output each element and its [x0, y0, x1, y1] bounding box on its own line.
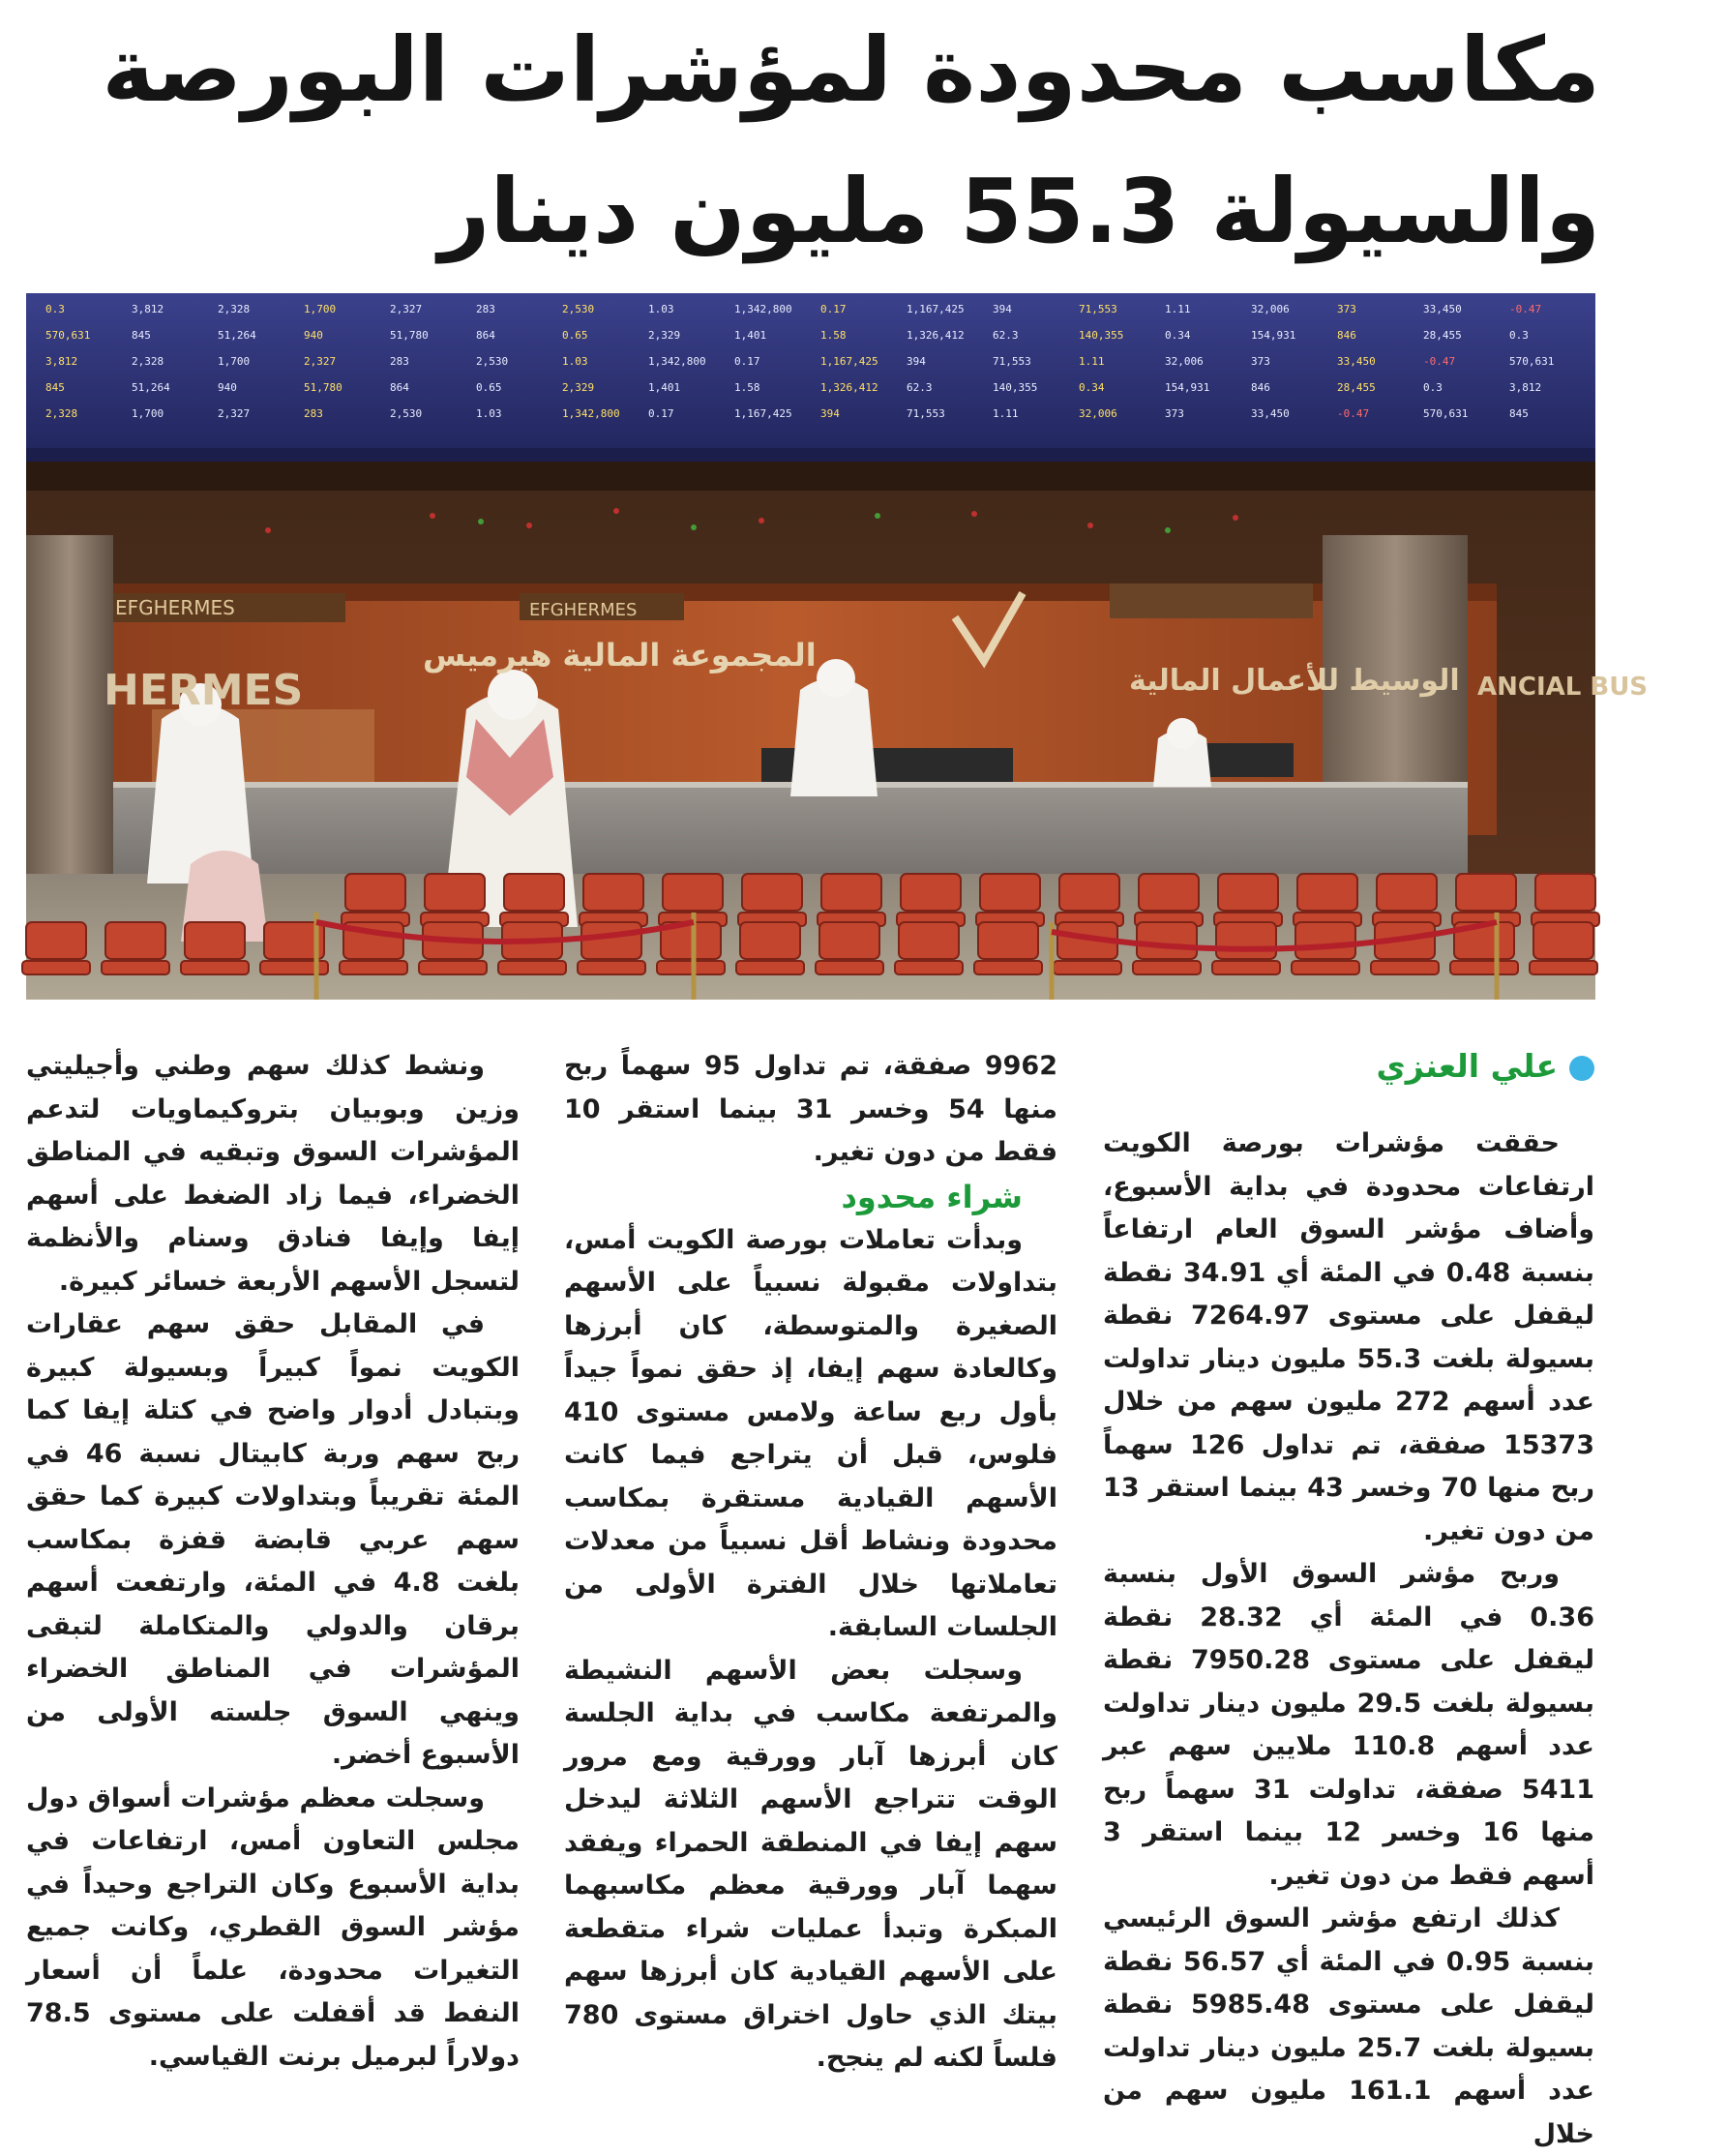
ticker-cell: 570,631	[1423, 407, 1469, 420]
ticker-cell: 0.65	[476, 381, 502, 394]
seat-base	[816, 961, 883, 974]
ticker-cell: 62.3	[907, 381, 933, 394]
ticker-cell: 2,327	[390, 303, 423, 315]
ticker-cell: 3,812	[45, 355, 78, 368]
ticker-cell: 2,530	[476, 355, 509, 368]
headline-line-2: والسيولة 55.3 مليون دينار	[438, 160, 1600, 263]
ticker-cell: 373	[1165, 407, 1184, 420]
ticker-cell: 940	[304, 329, 323, 342]
seat-base	[974, 961, 1042, 974]
ticker-cell: 846	[1337, 329, 1356, 342]
seat	[581, 922, 641, 959]
headline	[102, 0, 1600, 283]
seat-base	[1133, 961, 1201, 974]
ticker-cell: 2,327	[304, 355, 337, 368]
headline-line-1: مكاسب محدودة لمؤشرات البورصة	[102, 18, 1600, 122]
ticker-cell: 33,450	[1423, 303, 1462, 315]
seat-base	[22, 961, 90, 974]
ticker-cell: 394	[907, 355, 926, 368]
ticker-cell: 2,329	[648, 329, 681, 342]
seat-base	[1212, 961, 1280, 974]
byline-dot-icon	[1569, 1056, 1594, 1081]
article-column-middle	[564, 1045, 1057, 2081]
ticker-cell: 864	[390, 381, 409, 394]
ticker-cell: 0.3	[1509, 329, 1529, 342]
ticker-cell: 62.3	[993, 329, 1019, 342]
ticker-cell: 0.34	[1165, 329, 1191, 342]
seat	[821, 874, 881, 911]
seat	[740, 922, 800, 959]
ticker-cell: 1,167,425	[907, 303, 965, 315]
seat	[1456, 874, 1516, 911]
ticker-board	[26, 293, 1595, 448]
seat	[901, 874, 961, 911]
ticker-cell: 2,328	[132, 355, 164, 368]
seat	[1216, 922, 1276, 959]
seat-base	[736, 961, 804, 974]
ticker-cell: 1.58	[734, 381, 760, 394]
ticker-cell: 845	[132, 329, 151, 342]
ticker-cell: 0.17	[734, 355, 760, 368]
seat	[1535, 874, 1595, 911]
paragraph: وبدأت تعاملات بورصة الكويت أمس، بتداولات مقبولة نسبياً على الأسهم الصغيرة والمتوسطة، كان أبرزها وكالعادة سهم إيفا، إذ حقق نمواً جيداً بأول ربع ساعة ولامس مستوى 410 فلوس، قبل أن يتراجع فيما كانت الأسهم القيادية مستقرة بمكاسب محدودة ونشاط أقل نسبياً من معدلات تعاملاتها خلال الفترة الأولى من الجلسات السابقة.	[564, 1224, 1057, 1642]
ticker-cell: 1,167,425	[734, 407, 792, 420]
hermes-arabic-sign: المجموعة المالية هيرميس	[423, 637, 817, 674]
ticker-cell: 1.58	[820, 329, 847, 342]
byline-author: علي العنزي	[1376, 1047, 1558, 1085]
ticker-cell: 0.3	[45, 303, 65, 315]
seat-base	[102, 961, 169, 974]
efg-sign-1: EFGHERMES	[115, 596, 235, 619]
ticker-cell: 71,553	[1079, 303, 1117, 315]
ticker-cell: 51,264	[218, 329, 256, 342]
seat	[1377, 874, 1437, 911]
paragraph: 9962 صفقة، تم تداول 95 سهماً ربح منها 54 وخسر 31 بينما استقر 10 فقط من دون تغير.	[564, 1051, 1057, 1167]
ticker-cell: 71,553	[907, 407, 945, 420]
ticker-cell: 940	[218, 381, 237, 394]
ticker-cell: 0.65	[562, 329, 588, 342]
byline	[1103, 1045, 1594, 1088]
ticker-cell: 1,700	[132, 407, 164, 420]
ticker-cell: 51,780	[390, 329, 429, 342]
ticker-cell: 845	[1509, 407, 1529, 420]
efg-sign-2: EFGHERMES	[529, 600, 638, 620]
seat	[345, 874, 405, 911]
ticker-cell: 845	[45, 381, 65, 394]
ticker-cell: -0.47	[1423, 355, 1456, 368]
ticker-cell: 154,931	[1251, 329, 1296, 342]
ticker-cell: 846	[1251, 381, 1270, 394]
seat-base	[1054, 961, 1121, 974]
article-column-right	[1103, 1123, 1594, 2156]
seat-base	[181, 961, 249, 974]
ticker-cell: 1,700	[218, 355, 251, 368]
ticker-cell: 32,006	[1251, 303, 1290, 315]
seat-base	[895, 961, 963, 974]
ticker-cell: 1,342,800	[562, 407, 620, 420]
financial-sign: ANCIAL BUS	[1477, 673, 1649, 702]
ticker-cell: 570,631	[1509, 355, 1555, 368]
ticker-cell: 140,355	[1079, 329, 1124, 342]
ticker-cell: 1.03	[648, 303, 674, 315]
ticker-cell: 394	[993, 303, 1012, 315]
seat	[26, 922, 86, 959]
seat	[105, 922, 165, 959]
ticker-cell: 1,342,800	[734, 303, 792, 315]
ticker-cell: 1,326,412	[820, 381, 878, 394]
ticker-cell: 394	[820, 407, 840, 420]
seat	[1137, 922, 1197, 959]
ticker-cell: 1,401	[648, 381, 681, 394]
seat	[583, 874, 643, 911]
seat	[1297, 874, 1357, 911]
hermes-sign: HERMES	[104, 666, 304, 715]
paragraph: في المقابل حقق سهم عقارات الكويت نمواً كبيراً وبسيولة كبيرة وبتبادل أدوار واضح في كتلة إيفا كما ربح سهم وربة كابيتال نسبة 46 في المئة تقريباً وبتداولات كبيرة كما حقق سهم عربي قابضة قفزة بمكاسب بلغت 4.8 في المئة، وارتفعت أسهم برقان والدولي والمتكاملة لتبقى المؤشرات في المناطق الخضراء وينهي السوق جلسته الأولى من الأسبوع أخضر.	[26, 1309, 520, 1770]
ticker-cell: 140,355	[993, 381, 1038, 394]
seat	[1533, 922, 1593, 959]
seat-base	[1292, 961, 1359, 974]
ticker-cell: 33,450	[1251, 407, 1290, 420]
ticker-cell: 2,327	[218, 407, 251, 420]
seat	[425, 874, 485, 911]
seat	[978, 922, 1038, 959]
seat	[1218, 874, 1278, 911]
ticker-cell: 0.17	[820, 303, 847, 315]
ticker-cell: 0.3	[1423, 381, 1443, 394]
ticker-cell: 154,931	[1165, 381, 1210, 394]
ticker-cell: -0.47	[1337, 407, 1370, 420]
ticker-cell: 373	[1251, 355, 1270, 368]
seat	[1059, 874, 1119, 911]
ticker-cell: 1.03	[476, 407, 502, 420]
ticker-cell: 3,812	[132, 303, 164, 315]
ticker-cell: 1.11	[1079, 355, 1105, 368]
ticker-cell: 1,401	[734, 329, 767, 342]
ticker-cell: 51,780	[304, 381, 342, 394]
ticker-cell: 28,455	[1423, 329, 1462, 342]
paragraph: وربح مؤشر السوق الأول بنسبة 0.36 في المئة أي 28.32 نقطة ليقفل على مستوى 7950.28 نقطة بسيولة بلغت 29.5 مليون دينار تداولت عدد أسهم 110.8 ملايين سهم عبر 5411 صفقة، تداولت 31 سهماً ربح منها 16 وخسر 12 بينما استقر 3 أسهم فقط من دون تغير.	[1103, 1559, 1595, 1891]
seat	[504, 874, 564, 911]
seat	[980, 874, 1040, 911]
ticker-cell: 283	[476, 303, 495, 315]
paragraph: ونشط كذلك سهم وطني وأجيليتي وزين وبوبيان بتروكيماويات لتدعم المؤشرات السوق وتبقيه في المناطق الخضراء، فيما زاد الضغط على أسهم إيفا وإيفا فنادق وسنام والأنظمة لتسجل الأسهم الأربعة خسائر كبيرة.	[26, 1051, 520, 1297]
seat	[742, 874, 802, 911]
seat-base	[340, 961, 407, 974]
ticker-cell: 570,631	[45, 329, 91, 342]
paragraph: وسجلت بعض الأسهم النشيطة والمرتفعة مكاسب في بداية الجلسة كان أبرزها آبار وورقية ومع مرور الوقت تتراجع الأسهم الثلاثة ليدخل سهم إيفا في المنطقة الحمراء ويفقد سهما آبار وورقية معظم مكاسبهما المبكرة وتبدأ عمليات شراء متقطعة على الأسهم القيادية كان أبرزها سهم بيتك الذي حاول اختراق مستوى 780 فلساً لكنه لم ينجح.	[564, 1655, 1057, 2073]
ticker-cell: 51,264	[132, 381, 170, 394]
article-column-left	[26, 1045, 520, 2079]
seat-base	[419, 961, 487, 974]
seat-base	[498, 961, 566, 974]
ticker-cell: 283	[304, 407, 323, 420]
paragraph: كذلك ارتفع مؤشر السوق الرئيسي بنسبة 0.95 في المئة أي 56.57 نقطة ليقفل على مستوى 5985.48 نقطة بسيولة بلغت 25.7 مليون دينار تداولت عدد أسهم 161.1 مليون سهم من خلال	[1103, 1903, 1595, 2149]
ticker-cell: 0.34	[1079, 381, 1105, 394]
ticker-cell: 2,329	[562, 381, 595, 394]
trading-floor-photo	[26, 293, 1649, 1000]
ticker-cell: -0.47	[1509, 303, 1542, 315]
ticker-cell: 2,530	[562, 303, 595, 315]
ticker-cell: 1,326,412	[907, 329, 965, 342]
seat-base	[578, 961, 645, 974]
ticker-cell: 1,167,425	[820, 355, 878, 368]
seat-base	[657, 961, 725, 974]
ticker-cell: 32,006	[1079, 407, 1117, 420]
ticker-cell: 71,553	[993, 355, 1031, 368]
seat-base	[1450, 961, 1518, 974]
ticker-cell: 2,530	[390, 407, 423, 420]
seat	[1295, 922, 1355, 959]
ticker-cell: 2,328	[218, 303, 251, 315]
ticker-cell: 1,700	[304, 303, 337, 315]
seat	[1139, 874, 1199, 911]
subheading: شراء محدود	[841, 1178, 1023, 1215]
seat	[819, 922, 879, 959]
seat	[899, 922, 959, 959]
ticker-cell: 2,328	[45, 407, 78, 420]
seat	[185, 922, 245, 959]
ticker-cell: 373	[1337, 303, 1356, 315]
ticker-cell: 32,006	[1165, 355, 1204, 368]
seat-base	[1371, 961, 1439, 974]
seat	[663, 874, 723, 911]
ticker-cell: 28,455	[1337, 381, 1376, 394]
paragraph: وسجلت معظم مؤشرات أسواق دول مجلس التعاون أمس، ارتفاعات في بداية الأسبوع وكان التراجع وحيداً في مؤشر السوق القطري، وكانت جميع التغيرات محدودة، علماً أن أسعار النفط قد أقفلت على مستوى 78.5 دولاراً لبرميل برنت القياسي.	[26, 1782, 520, 2072]
ticker-cell: 33,450	[1337, 355, 1376, 368]
ticker-cell: 864	[476, 329, 495, 342]
ticker-cell: 283	[390, 355, 409, 368]
ticker-cell: 1.11	[1165, 303, 1191, 315]
ticker-cell: 0.17	[648, 407, 674, 420]
paragraph: حققت مؤشرات بورصة الكويت ارتفاعات محدودة في بداية الأسبوع، وأضاف مؤشر السوق العام ارتفاعاً بنسبة 0.48 في المئة أي 34.91 نقطة ليقفل على مستوى 7264.97 نقطة بسيولة بلغت 55.3 مليون دينار تداولت عدد أسهم 272 مليون سهم من خلال 15373 صفقة، تم تداول 126 سهماً ربح منها 70 وخسر 43 بينما استقر 13 من دون تغير.	[1103, 1128, 1594, 1546]
seat-base	[1530, 961, 1597, 974]
ticker-cell: 3,812	[1509, 381, 1542, 394]
waseet-sign: الوسيط للأعمال المالية	[1129, 664, 1460, 698]
ticker-cell: 1.11	[993, 407, 1019, 420]
ticker-cell: 1.03	[562, 355, 588, 368]
ticker-cell: 1,342,800	[648, 355, 706, 368]
